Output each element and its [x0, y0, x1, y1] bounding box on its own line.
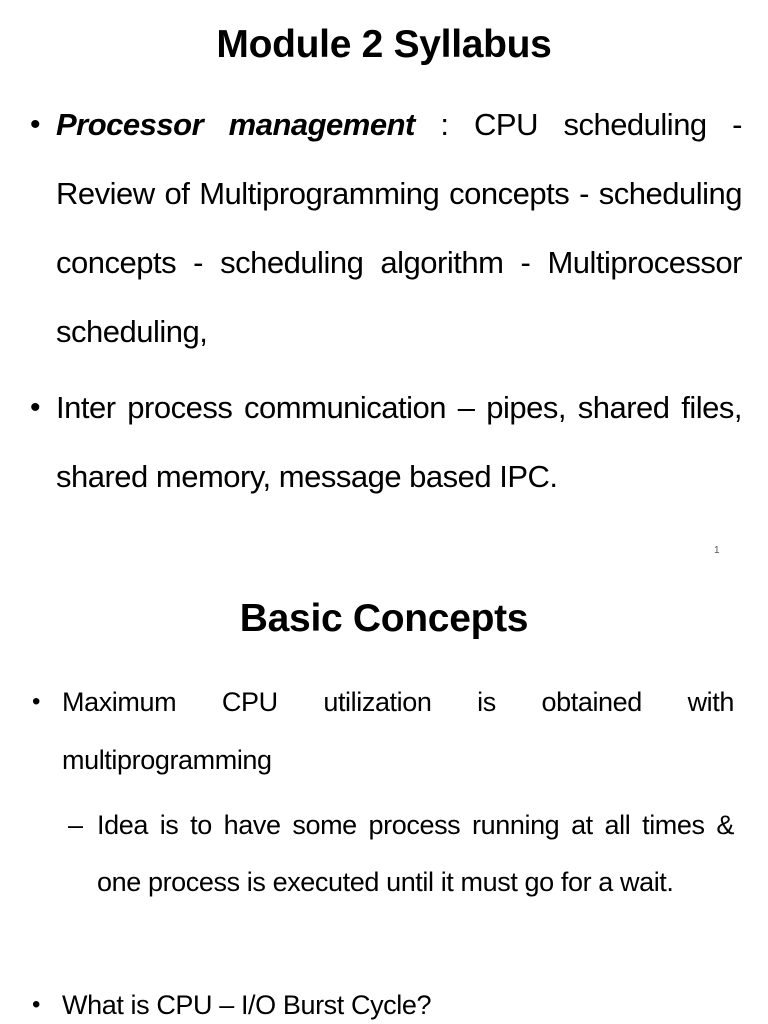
bullet-item: [30, 90, 742, 366]
slide-title: Module 2 Syllabus: [216, 23, 552, 66]
bullet-text: What is CPU – I/O Burst Cycle?: [62, 990, 432, 1020]
bullet-glyph: •: [30, 108, 41, 141]
slide-basic-concepts: [0, 590, 768, 1024]
slide-title: Basic Concepts: [239, 597, 529, 640]
sub-bullet-text: Idea is to have some process running at all times & one process is executed until it must go for a wait.: [97, 810, 734, 897]
bullet-text: Inter process communication – pipes, shared files, shared memory, message based IPC.: [56, 390, 742, 494]
slide-number: 1: [714, 545, 720, 556]
bullet-text: Maximum CPU utilization is obtained with multiprogramming: [62, 687, 734, 775]
sub-bullet-item: [68, 797, 734, 911]
bullet-item: [32, 673, 734, 789]
dash-glyph: –: [68, 810, 84, 840]
bullet-glyph: •: [30, 391, 41, 424]
bullet-separator: :: [414, 107, 474, 142]
bullet-item: [32, 976, 734, 1024]
bullet-glyph: •: [32, 688, 41, 715]
bullet-lead: Processor management: [56, 107, 415, 142]
bullet-item: [30, 373, 742, 511]
bullet-body: CPU scheduling - Review of Multiprogramming concepts - scheduling concepts - scheduling algorithm - Multiprocessor scheduling,: [56, 107, 742, 349]
bullet-glyph: •: [32, 991, 41, 1018]
bullet-text: [56, 90, 742, 366]
